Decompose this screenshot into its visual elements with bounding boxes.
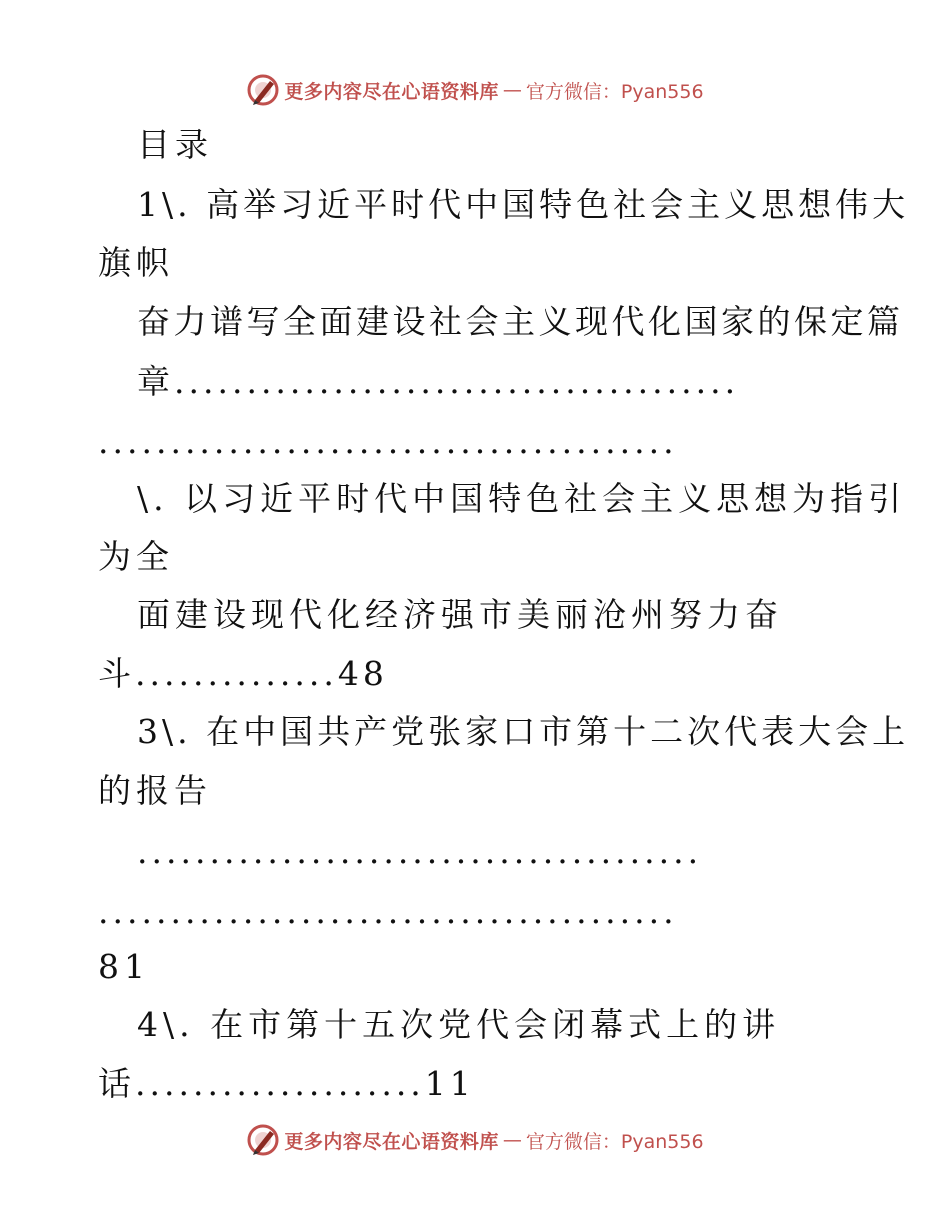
toc-line-10: 3\. 在中国共产党张家口市第十二次代表大会上 xyxy=(137,712,910,751)
toc-line-14: 81 xyxy=(98,947,150,986)
toc-line-12: ....................................... xyxy=(137,832,703,871)
banner-wechat-text: 官方微信：Pyan556 xyxy=(525,1130,704,1153)
toc-line-9: 斗..............48 xyxy=(98,654,388,693)
footer-banner xyxy=(0,1120,950,1160)
toc-line-16: 话....................11 xyxy=(98,1064,475,1103)
banner-dash: — xyxy=(502,1129,522,1151)
toc-line-8: 面建设现代化经济强市美丽沧州努力奋 xyxy=(137,595,783,634)
toc-line-13: ........................................ xyxy=(98,892,678,931)
toc-line-2: 旗帜 xyxy=(98,243,174,282)
toc-line-3: 奋力谱写全面建设社会主义现代化国家的保定篇 xyxy=(137,302,904,341)
toc-line-15: 4\. 在市第十五次党代会闭幕式上的讲 xyxy=(137,1005,781,1044)
banner-dash: — xyxy=(502,79,522,101)
header-banner xyxy=(0,70,950,110)
pen-logo-icon xyxy=(246,1123,280,1157)
banner-main-text: 更多内容尽在心语资料库 xyxy=(284,1130,499,1153)
pen-logo-icon xyxy=(246,73,280,107)
toc-line-6: \. 以习近平时代中国特色社会主义思想为指引 xyxy=(137,479,907,518)
toc-title: 目录 xyxy=(137,125,213,164)
toc-line-5: ........................................ xyxy=(98,422,678,461)
toc-line-4: 章....................................... xyxy=(137,362,740,401)
toc-line-1: 1\. 高举习近平时代中国特色社会主义思想伟大 xyxy=(137,185,910,224)
banner-main-text: 更多内容尽在心语资料库 xyxy=(284,80,499,103)
toc-line-11: 的报告 xyxy=(98,771,212,810)
toc-line-7: 为全 xyxy=(98,537,174,576)
banner-wechat-text: 官方微信：Pyan556 xyxy=(525,80,704,103)
